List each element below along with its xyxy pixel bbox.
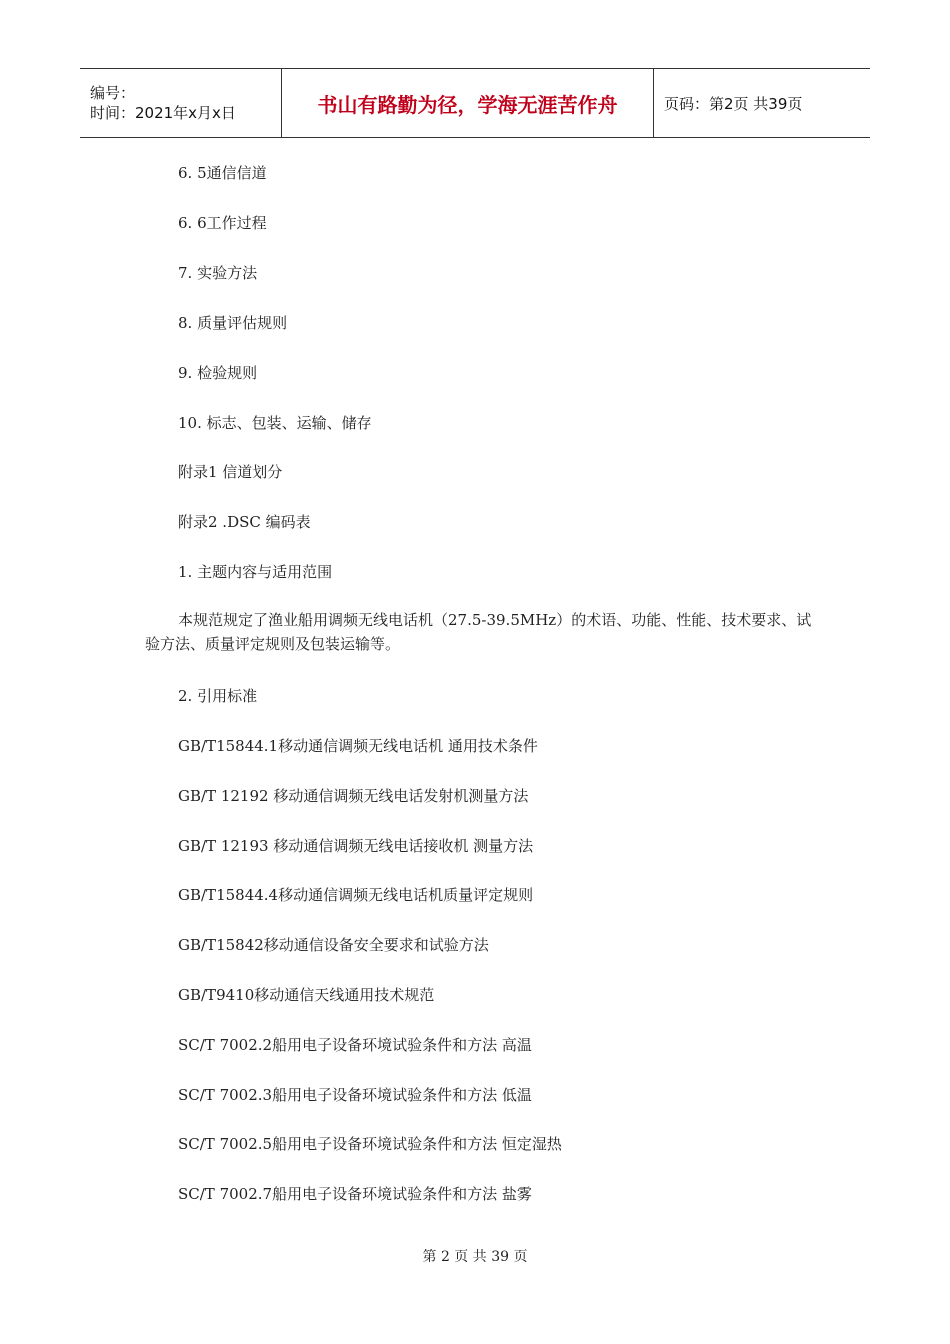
- toc-item: 附录2 .DSC 编码表: [178, 513, 311, 531]
- standard-item: GB/T15844.4移动通信调频无线电话机质量评定规则: [178, 886, 534, 904]
- standard-item: GB/T 12192 移动通信调频无线电话发射机测量方法: [178, 787, 529, 805]
- scope-paragraph: 本规范规定了渔业船用调频无线电话机（27.5-39.5MHz）的术语、功能、性能、技术要求、试验方法、质量评定规则及包装运输等。: [145, 611, 812, 653]
- page-footer: 第 2 页 共 39 页: [422, 1249, 528, 1265]
- standard-item: SC/T 7002.2船用电子设备环境试验条件和方法 高温: [178, 1036, 532, 1054]
- number-label: 编号：: [90, 84, 136, 102]
- time-label: 时间：2021年x月x日: [90, 104, 236, 122]
- page-header: [80, 68, 870, 138]
- header-page-info: [654, 69, 870, 137]
- standard-item: SC/T 7002.3船用电子设备环境试验条件和方法 低温: [178, 1086, 532, 1104]
- toc-item: 6. 5通信信道: [178, 164, 267, 182]
- standard-item: GB/T15842移动通信设备安全要求和试验方法: [178, 936, 489, 954]
- standard-item: GB/T15844.1移动通信调频无线电话机 通用技术条件: [178, 737, 538, 755]
- motto-text: 书山有路勤为径，学海无涯苦作舟: [317, 92, 618, 117]
- standard-item: SC/T 7002.5船用电子设备环境试验条件和方法 恒定湿热: [178, 1135, 562, 1153]
- toc-item: 10. 标志、包装、运输、储存: [178, 414, 372, 432]
- standard-item: SC/T 7002.7船用电子设备环境试验条件和方法 盐雾: [178, 1185, 532, 1203]
- toc-item: 9. 检验规则: [178, 364, 258, 382]
- header-motto: [282, 69, 654, 137]
- page-info-text: 页码：第2页 共39页: [664, 94, 803, 113]
- toc-item: 7. 实验方法: [178, 264, 258, 282]
- standard-item: GB/T9410移动通信天线通用技术规范: [178, 986, 435, 1004]
- standard-item: GB/T 12193 移动通信调频无线电话接收机 测量方法: [178, 837, 534, 855]
- toc-item: 8. 质量评估规则: [178, 314, 288, 332]
- header-meta: [80, 69, 282, 137]
- toc-item: 6. 6工作过程: [178, 214, 267, 232]
- section-title: 1. 主题内容与适用范围: [178, 563, 333, 581]
- toc-item: 附录1 信道划分: [178, 463, 283, 481]
- section-title: 2. 引用标准: [178, 687, 258, 705]
